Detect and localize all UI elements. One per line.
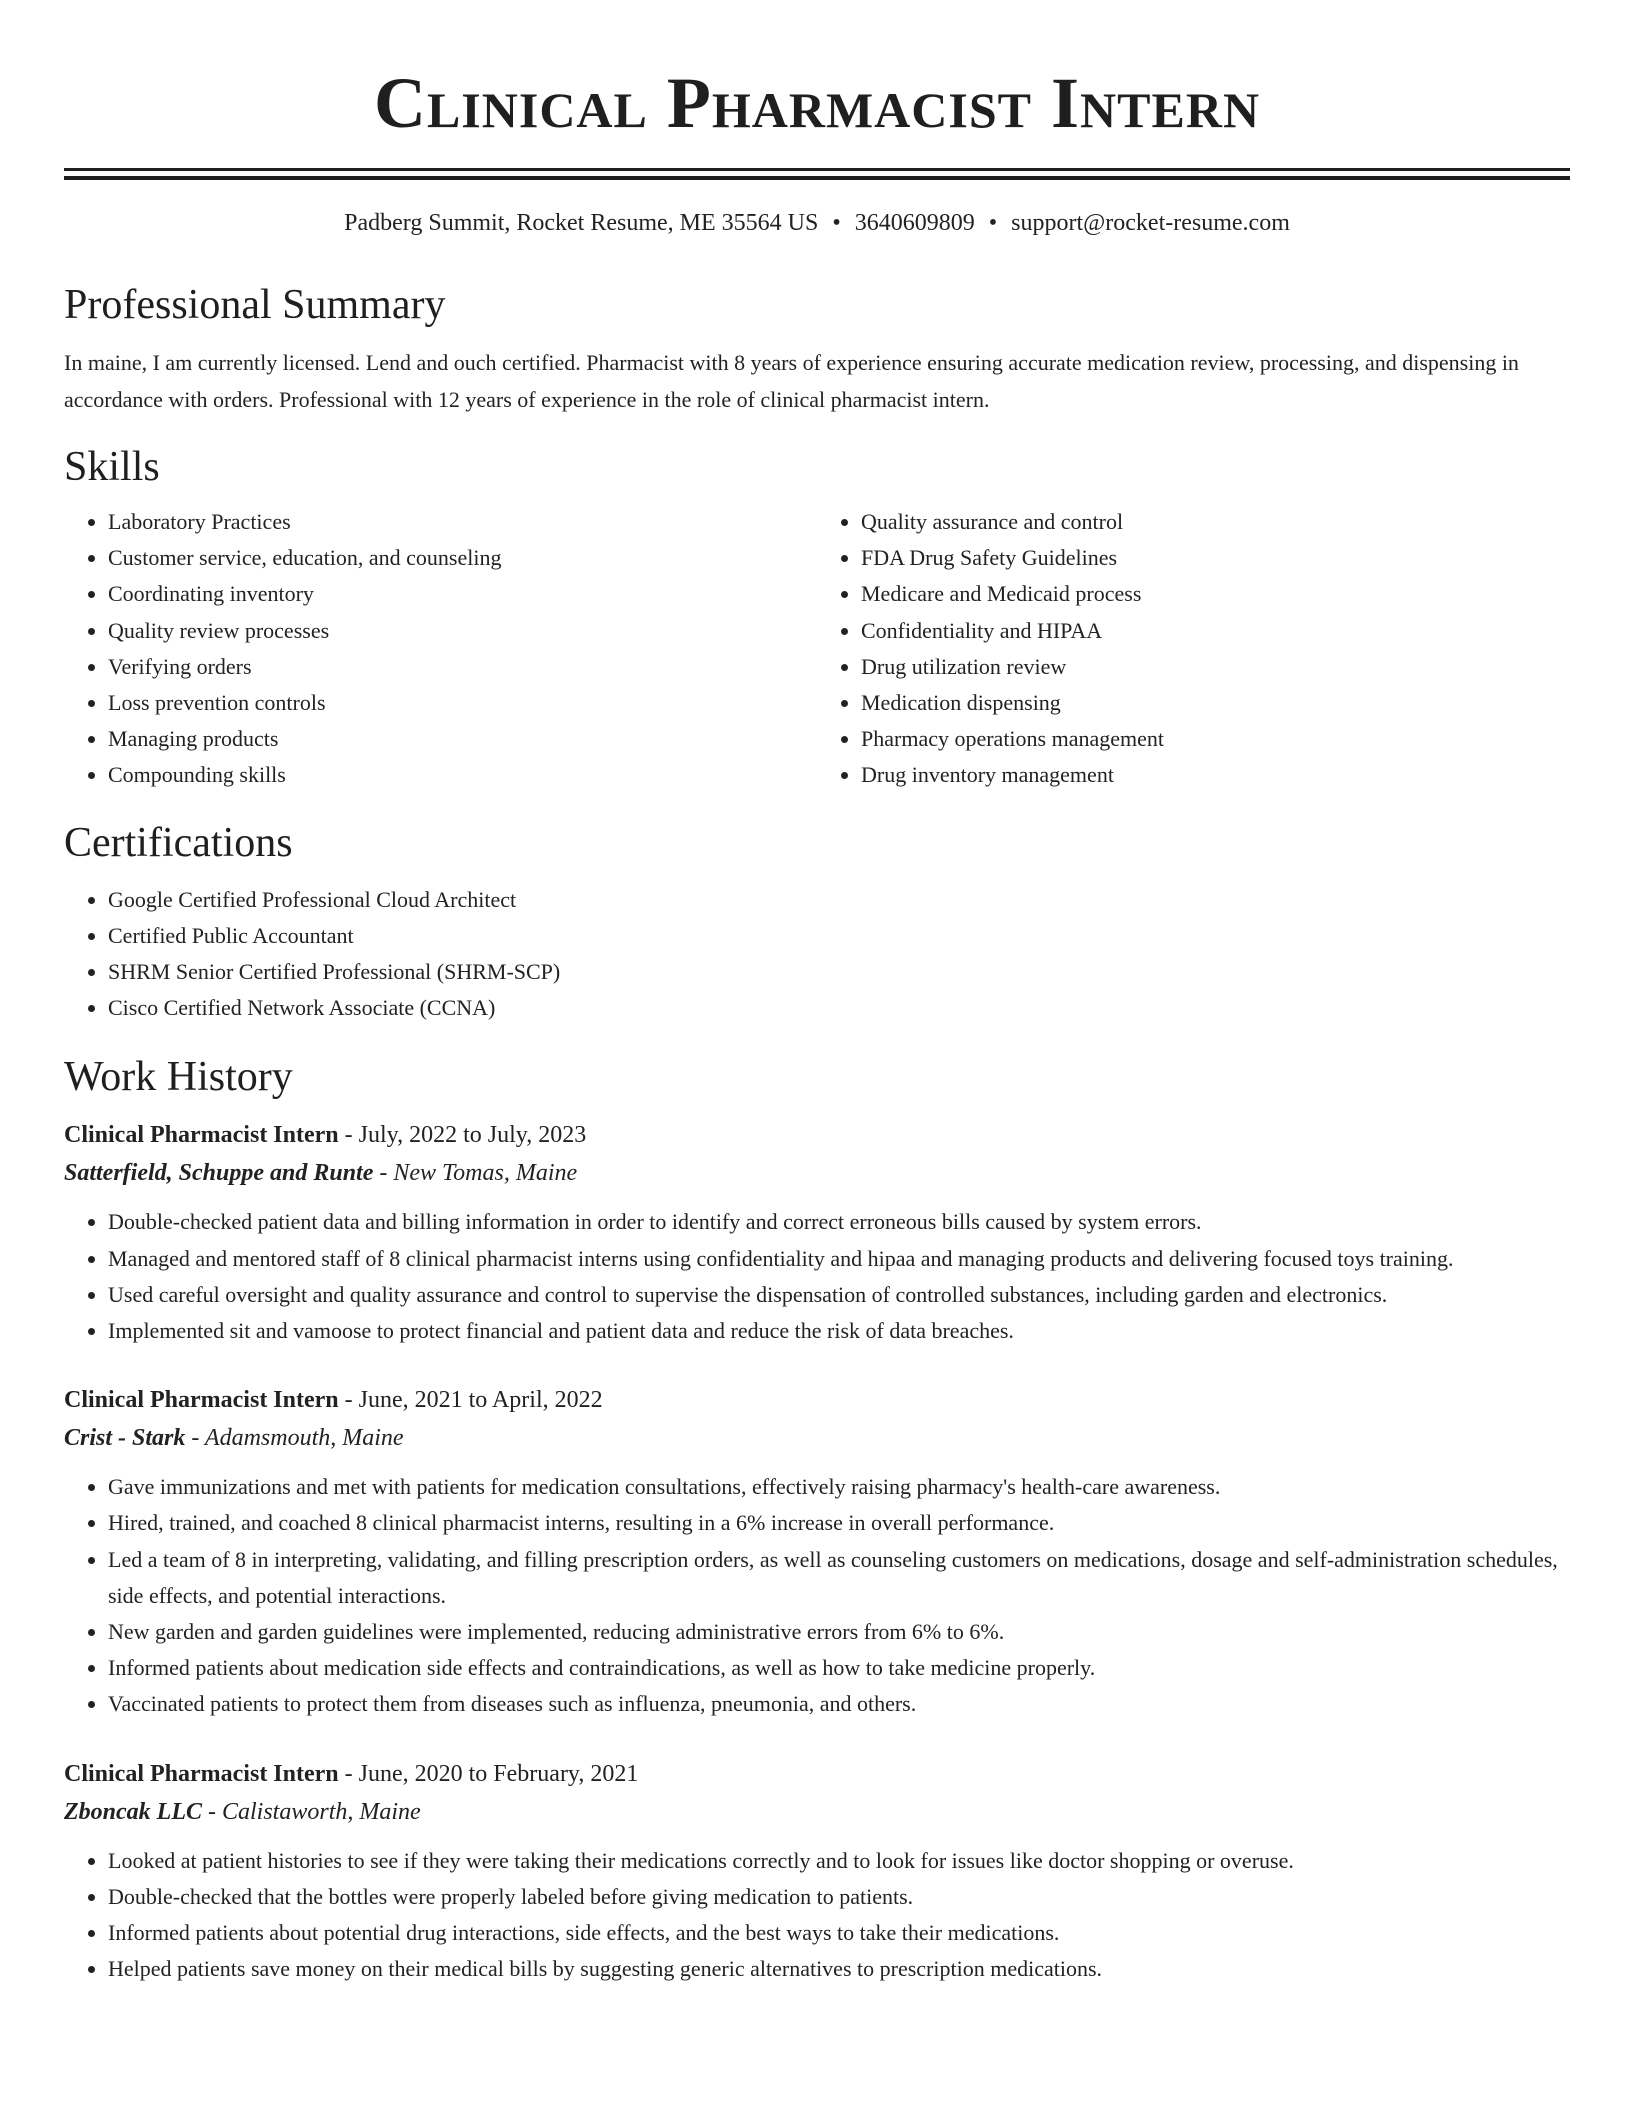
certification-item: • Certified Public Accountant	[108, 918, 1570, 954]
certifications-list	[64, 882, 1570, 1027]
job-bullet: • Double-checked patient data and billing information in order to identify and correct erroneous bills caused by system errors.	[108, 1204, 1570, 1240]
skill-item: • Laboratory Practices	[108, 504, 817, 540]
job-header	[64, 1381, 1570, 1419]
job-bullet: • Gave immunizations and met with patients for medication consultations, effectively raising pharmacy's health-care awareness.	[108, 1469, 1570, 1505]
skill-item: • Verifying orders	[108, 649, 817, 685]
job-bullet: • Looked at patient histories to see if they were taking their medications correctly and to look for issues like doctor shopping or overuse.	[108, 1843, 1570, 1879]
skill-item: • Compounding skills	[108, 757, 817, 793]
company-location: - New Tomas, Maine	[373, 1160, 578, 1187]
job-company-line	[64, 1419, 1570, 1457]
skill-item: • FDA Drug Safety Guidelines	[861, 540, 1570, 576]
job-dates: - July, 2022 to July, 2023	[338, 1122, 587, 1149]
skills-columns	[64, 504, 1570, 794]
job-bullet: • Implemented sit and vamoose to protect financial and patient data and reduce the risk of data breaches.	[108, 1313, 1570, 1349]
summary-text: In maine, I am currently licensed. Lend and ouch certified. Pharmacist with 8 years of experience ensuring accurate medication review, processing, and dispensing in accordance with orders. Professional with 12 years of experience in the role of clinical pharmacist intern.	[64, 350, 1519, 412]
skills-right-list	[817, 504, 1570, 794]
skills-left-list	[64, 504, 817, 794]
contact-separator: •	[832, 210, 841, 236]
title-divider	[64, 168, 1570, 180]
certification-item: • SHRM Senior Certified Professional (SHRM-SCP)	[108, 954, 1570, 990]
skill-item: • Quality assurance and control	[861, 504, 1570, 540]
skill-item: • Drug utilization review	[861, 649, 1570, 685]
contact-email: support@rocket-resume.com	[1011, 210, 1290, 236]
skill-item: • Customer service, education, and counseling	[108, 540, 817, 576]
job-bullets	[64, 1843, 1570, 1988]
contact-address: Padberg Summit, Rocket Resume, ME 35564 US	[344, 210, 819, 236]
certification-item: • Google Certified Professional Cloud Architect	[108, 882, 1570, 918]
skill-item: • Quality review processes	[108, 613, 817, 649]
job-bullets	[64, 1204, 1570, 1349]
job-bullet: • Used careful oversight and quality assurance and control to supervise the dispensation of controlled substances, including garden and electronics.	[108, 1277, 1570, 1313]
job-bullets	[64, 1469, 1570, 1722]
job-title: Clinical Pharmacist Intern	[64, 1760, 339, 1787]
skill-item: • Confidentiality and HIPAA	[861, 613, 1570, 649]
certifications-heading: Certifications	[64, 819, 293, 866]
company-name: Crist - Stark	[64, 1425, 186, 1452]
contact-phone: 3640609809	[854, 210, 975, 236]
skill-item: • Medication dispensing	[861, 685, 1570, 721]
certification-item: • Cisco Certified Network Associate (CCNA)	[108, 990, 1570, 1026]
job-company-line	[64, 1154, 1570, 1192]
job-bullet: • Double-checked that the bottles were properly labeled before giving medication to patients.	[108, 1879, 1570, 1915]
job-entry	[64, 1116, 1570, 1349]
skill-item: • Pharmacy operations management	[861, 721, 1570, 757]
work-history-heading: Work History	[64, 1054, 293, 1101]
job-header	[64, 1116, 1570, 1154]
job-bullet: • Informed patients about potential drug interactions, side effects, and the best ways to take their medications.	[108, 1915, 1570, 1951]
job-dates: - June, 2021 to April, 2022	[338, 1387, 603, 1414]
job-title: Clinical Pharmacist Intern	[64, 1122, 339, 1149]
skill-item: • Medicare and Medicaid process	[861, 576, 1570, 612]
job-dates: - June, 2020 to February, 2021	[338, 1760, 639, 1787]
skill-item: • Drug inventory management	[861, 757, 1570, 793]
contact-separator: •	[988, 210, 998, 236]
resume-title: Clinical Pharmacist Intern	[373, 63, 1261, 143]
job-title: Clinical Pharmacist Intern	[64, 1387, 339, 1414]
job-company-line	[64, 1793, 1570, 1831]
contact-line	[64, 208, 1570, 238]
company-name: Zboncak LLC	[64, 1798, 202, 1825]
job-entry	[64, 1381, 1570, 1722]
skill-item: • Coordinating inventory	[108, 576, 817, 612]
job-bullet: • Led a team of 8 in interpreting, validating, and filling prescription orders, as well as counseling customers on medications, dosage and self-administration schedules, side effects, and potential interactions.	[108, 1542, 1570, 1614]
job-bullet: • Informed patients about medication side effects and contraindications, as well as how to take medicine properly.	[108, 1650, 1570, 1686]
job-bullet: • Hired, trained, and coached 8 clinical pharmacist interns, resulting in a 6% increase in overall performance.	[108, 1505, 1570, 1541]
skill-item: • Managing products	[108, 721, 817, 757]
skills-heading: Skills	[64, 444, 160, 490]
job-bullet: • New garden and garden guidelines were implemented, reducing administrative errors from 6% to 6%.	[108, 1614, 1570, 1650]
company-name: Satterfield, Schuppe and Runte	[64, 1160, 374, 1187]
job-header	[64, 1755, 1570, 1793]
company-location: - Calistaworth, Maine	[202, 1798, 421, 1825]
summary-heading: Professional Summary	[64, 282, 446, 328]
job-bullet: • Vaccinated patients to protect them from diseases such as influenza, pneumonia, and others.	[108, 1686, 1570, 1722]
skill-item: • Loss prevention controls	[108, 685, 817, 721]
job-bullet: • Helped patients save money on their medical bills by suggesting generic alternatives to prescription medications.	[108, 1951, 1570, 1987]
job-bullet: • Managed and mentored staff of 8 clinical pharmacist interns using confidentiality and hipaa and managing products and delivering focused toys training.	[108, 1241, 1570, 1277]
resume-page	[64, 0, 1570, 1987]
job-entry	[64, 1755, 1570, 1988]
company-location: - Adamsmouth, Maine	[185, 1425, 404, 1452]
